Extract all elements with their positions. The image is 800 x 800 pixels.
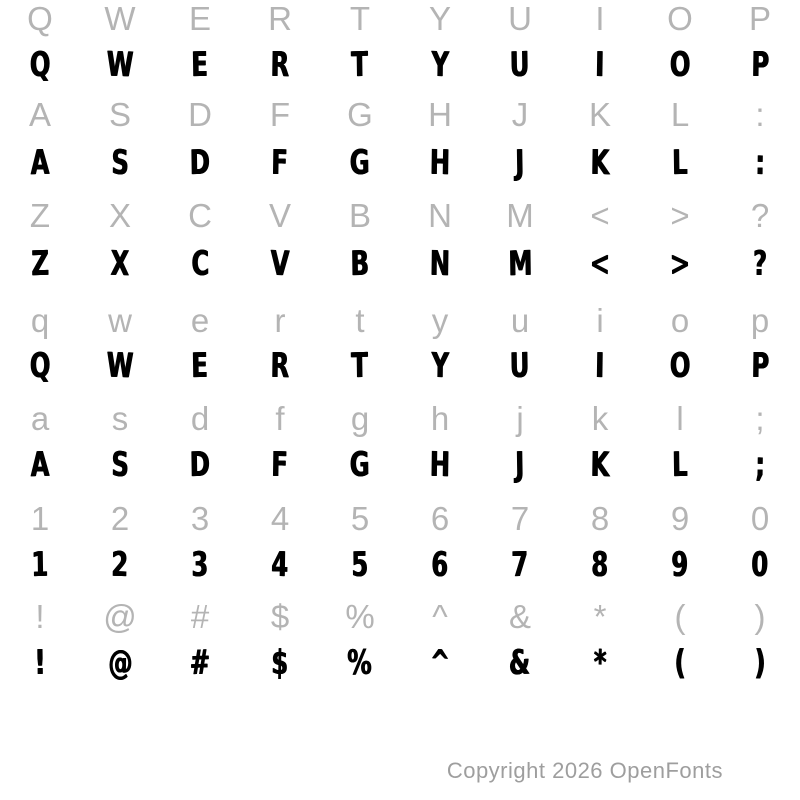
glyph-cell xyxy=(480,191,560,241)
glyph: a xyxy=(30,400,50,437)
glyph: A xyxy=(28,96,51,133)
glyph: W xyxy=(106,345,134,387)
glyph-cell xyxy=(560,638,640,688)
glyph-cell xyxy=(320,440,400,490)
glyph-cell xyxy=(400,191,480,241)
glyph: P xyxy=(748,0,771,37)
glyph-cell xyxy=(560,592,640,642)
glyph: R xyxy=(268,0,292,37)
glyph: 3 xyxy=(190,500,210,537)
glyph: p xyxy=(750,302,770,339)
glyph: e xyxy=(190,302,210,339)
glyph: 9 xyxy=(671,544,689,586)
glyph-cell xyxy=(0,138,80,188)
glyph: T xyxy=(351,44,369,86)
glyph-cell xyxy=(240,0,320,44)
glyph-cell xyxy=(80,296,160,346)
glyph-cell xyxy=(320,40,400,90)
glyph-cell xyxy=(0,394,80,444)
glyph: F xyxy=(271,444,289,486)
glyph-cell xyxy=(400,0,480,44)
glyph: ) xyxy=(754,598,766,635)
glyph-cell xyxy=(160,440,240,490)
specimen-glyph-row xyxy=(0,440,800,490)
reference-glyph-row xyxy=(0,90,800,140)
glyph: > xyxy=(670,197,690,234)
glyph-cell xyxy=(640,440,720,490)
glyph: 4 xyxy=(271,544,289,586)
glyph: O xyxy=(667,0,693,37)
glyph-cell xyxy=(400,341,480,391)
glyph: L xyxy=(670,96,690,133)
glyph: ^ xyxy=(429,642,451,684)
glyph: E xyxy=(191,345,209,387)
specimen-glyph-row xyxy=(0,540,800,590)
glyph-cell xyxy=(480,90,560,140)
glyph-cell xyxy=(0,239,80,289)
glyph: ^ xyxy=(432,598,448,635)
specimen-glyph-row xyxy=(0,40,800,90)
glyph: * xyxy=(593,643,607,683)
glyph-cell xyxy=(240,191,320,241)
glyph-cell xyxy=(320,638,400,688)
glyph-cell xyxy=(400,90,480,140)
glyph-cell xyxy=(240,638,320,688)
glyph-cell xyxy=(320,394,400,444)
glyph: Y xyxy=(430,345,450,387)
glyph-cell xyxy=(400,592,480,642)
glyph: K xyxy=(590,142,610,184)
glyph-cell xyxy=(240,239,320,289)
glyph-cell xyxy=(320,90,400,140)
glyph: B xyxy=(350,243,370,285)
glyph-cell xyxy=(320,540,400,590)
glyph: 5 xyxy=(350,500,370,537)
glyph-cell xyxy=(640,494,720,544)
glyph: S xyxy=(110,142,129,184)
glyph-cell xyxy=(480,239,560,289)
glyph: S xyxy=(110,444,129,486)
glyph-cell xyxy=(480,494,560,544)
glyph-cell xyxy=(160,394,240,444)
glyph-cell xyxy=(720,592,800,642)
glyph-cell xyxy=(640,540,720,590)
glyph: k xyxy=(591,400,609,437)
glyph-cell xyxy=(0,40,80,90)
glyph: 5 xyxy=(351,544,369,586)
glyph: @ xyxy=(107,642,133,684)
glyph: Q xyxy=(29,44,51,86)
glyph: ? xyxy=(752,243,768,285)
glyph: ( xyxy=(674,643,686,683)
glyph-cell xyxy=(0,90,80,140)
glyph: & xyxy=(509,642,531,684)
glyph: # xyxy=(190,598,210,635)
glyph-cell xyxy=(720,296,800,346)
glyph: < xyxy=(590,197,610,234)
glyph: : xyxy=(754,143,766,183)
glyph: 0 xyxy=(750,500,770,537)
glyph-cell xyxy=(0,494,80,544)
glyph: V xyxy=(268,197,291,234)
glyph-cell xyxy=(720,394,800,444)
glyph-cell xyxy=(560,191,640,241)
glyph: r xyxy=(274,302,286,339)
glyph: j xyxy=(516,400,524,437)
glyph-cell xyxy=(400,138,480,188)
glyph-cell xyxy=(240,494,320,544)
glyph: 0 xyxy=(751,544,769,586)
glyph-cell xyxy=(560,239,640,289)
glyph: H xyxy=(428,96,452,133)
glyph-cell xyxy=(80,341,160,391)
glyph: U xyxy=(508,0,532,37)
glyph: o xyxy=(670,302,690,339)
glyph: O xyxy=(669,345,691,387)
glyph-cell xyxy=(80,0,160,44)
glyph-cell xyxy=(720,440,800,490)
glyph-cell xyxy=(320,191,400,241)
glyph-cell xyxy=(640,0,720,44)
glyph: 7 xyxy=(510,500,530,537)
glyph: X xyxy=(108,197,131,234)
glyph-cell xyxy=(240,592,320,642)
glyph-cell xyxy=(0,191,80,241)
glyph-cell xyxy=(640,90,720,140)
glyph: Q xyxy=(29,345,51,387)
glyph-cell xyxy=(400,40,480,90)
glyph-cell xyxy=(720,341,800,391)
glyph: I xyxy=(595,45,605,85)
glyph-cell xyxy=(80,494,160,544)
glyph: 1 xyxy=(30,500,50,537)
glyph-cell xyxy=(480,638,560,688)
glyph-cell xyxy=(240,394,320,444)
glyph: A xyxy=(30,142,50,184)
glyph-cell xyxy=(160,239,240,289)
glyph: @ xyxy=(103,598,137,635)
glyph: N xyxy=(428,197,452,234)
glyph-cell xyxy=(80,540,160,590)
glyph: ? xyxy=(750,197,770,234)
glyph: ! xyxy=(34,643,46,683)
glyph: G xyxy=(347,96,373,133)
glyph: N xyxy=(429,243,451,285)
glyph-cell xyxy=(560,394,640,444)
glyph-cell xyxy=(720,540,800,590)
glyph: B xyxy=(348,197,371,234)
glyph-cell xyxy=(640,138,720,188)
glyph-cell xyxy=(560,138,640,188)
glyph: K xyxy=(590,444,610,486)
glyph: M xyxy=(506,197,534,234)
glyph-cell xyxy=(160,592,240,642)
glyph: R xyxy=(270,44,290,86)
glyph-cell xyxy=(160,494,240,544)
glyph: : xyxy=(755,96,765,133)
glyph-cell xyxy=(720,40,800,90)
glyph-cell xyxy=(240,40,320,90)
glyph-cell xyxy=(560,0,640,44)
reference-glyph-row xyxy=(0,592,800,642)
glyph: 4 xyxy=(270,500,290,537)
glyph-cell xyxy=(0,296,80,346)
glyph: l xyxy=(676,400,684,437)
glyph-cell xyxy=(480,394,560,444)
glyph: Q xyxy=(27,0,53,37)
glyph-cell xyxy=(720,494,800,544)
glyph: 8 xyxy=(590,500,610,537)
glyph-cell xyxy=(640,296,720,346)
glyph: L xyxy=(671,142,688,184)
glyph: Z xyxy=(29,197,51,234)
glyph-cell xyxy=(560,494,640,544)
glyph: 8 xyxy=(591,544,609,586)
glyph: * xyxy=(593,598,607,635)
glyph-cell xyxy=(640,592,720,642)
glyph-cell xyxy=(80,138,160,188)
glyph: U xyxy=(509,345,531,387)
glyph: S xyxy=(108,96,131,133)
glyph: J xyxy=(515,143,525,183)
glyph-cell xyxy=(640,239,720,289)
glyph: D xyxy=(189,444,211,486)
glyph-cell xyxy=(320,494,400,544)
glyph: U xyxy=(509,44,531,86)
glyph: C xyxy=(188,197,212,234)
glyph-cell xyxy=(160,296,240,346)
glyph-cell xyxy=(560,90,640,140)
glyph-cell xyxy=(640,40,720,90)
glyph: h xyxy=(430,400,450,437)
glyph: y xyxy=(431,302,449,339)
glyph-cell xyxy=(320,592,400,642)
glyph-cell xyxy=(640,341,720,391)
glyph-cell xyxy=(400,540,480,590)
glyph: 1 xyxy=(31,544,49,586)
glyph: W xyxy=(104,0,136,37)
glyph: g xyxy=(350,400,370,437)
glyph-cell xyxy=(160,341,240,391)
glyph-cell xyxy=(480,296,560,346)
glyph-cell xyxy=(480,341,560,391)
glyph-cell xyxy=(0,440,80,490)
reference-glyph-row xyxy=(0,296,800,346)
glyph: 2 xyxy=(110,500,130,537)
glyph-cell xyxy=(80,191,160,241)
glyph: T xyxy=(349,0,371,37)
glyph: d xyxy=(190,400,210,437)
reference-glyph-row xyxy=(0,494,800,544)
glyph-cell xyxy=(0,638,80,688)
glyph: G xyxy=(349,444,371,486)
glyph: R xyxy=(270,345,290,387)
specimen-glyph-row xyxy=(0,341,800,391)
glyph: ; xyxy=(755,400,765,437)
glyph: I xyxy=(595,0,605,37)
glyph: # xyxy=(189,642,211,684)
glyph: 6 xyxy=(430,500,450,537)
glyph-cell xyxy=(560,341,640,391)
glyph-cell xyxy=(720,239,800,289)
glyph-cell xyxy=(640,394,720,444)
glyph: T xyxy=(351,345,369,387)
glyph: K xyxy=(588,96,611,133)
glyph: V xyxy=(270,243,290,285)
glyph-cell xyxy=(0,341,80,391)
glyph-cell xyxy=(240,341,320,391)
glyph-cell xyxy=(320,341,400,391)
glyph: $ xyxy=(270,598,290,635)
glyph-cell xyxy=(480,592,560,642)
glyph-cell xyxy=(160,90,240,140)
glyph-cell xyxy=(320,239,400,289)
glyph-cell xyxy=(80,394,160,444)
glyph: W xyxy=(106,44,134,86)
glyph: I xyxy=(595,346,605,386)
glyph-cell xyxy=(160,638,240,688)
glyph: Y xyxy=(428,0,451,37)
glyph: % xyxy=(347,642,373,684)
glyph: ; xyxy=(754,445,766,485)
glyph-cell xyxy=(80,440,160,490)
glyph-cell xyxy=(720,138,800,188)
glyph: J xyxy=(511,96,529,133)
glyph-cell xyxy=(480,0,560,44)
glyph-cell xyxy=(240,296,320,346)
glyph: w xyxy=(108,302,132,339)
glyph-cell xyxy=(560,440,640,490)
glyph-cell xyxy=(80,592,160,642)
glyph: H xyxy=(429,142,451,184)
glyph: X xyxy=(110,243,130,285)
glyph: f xyxy=(275,400,285,437)
glyph-cell xyxy=(160,138,240,188)
glyph: 2 xyxy=(111,544,129,586)
glyph-cell xyxy=(240,90,320,140)
reference-glyph-row xyxy=(0,0,800,44)
glyph-cell xyxy=(240,540,320,590)
glyph: ) xyxy=(754,643,766,683)
glyph-cell xyxy=(720,638,800,688)
glyph: D xyxy=(189,142,211,184)
glyph: L xyxy=(671,444,688,486)
glyph: > xyxy=(669,243,691,285)
glyph: $ xyxy=(271,642,289,684)
glyph-cell xyxy=(0,0,80,44)
glyph: A xyxy=(30,444,50,486)
glyph: % xyxy=(345,598,375,635)
glyph: F xyxy=(271,142,289,184)
glyph-cell xyxy=(400,296,480,346)
glyph-cell xyxy=(240,138,320,188)
glyph-cell xyxy=(320,296,400,346)
glyph-cell xyxy=(400,440,480,490)
glyph-cell xyxy=(160,540,240,590)
glyph-cell xyxy=(0,592,80,642)
glyph-cell xyxy=(480,40,560,90)
glyph: 6 xyxy=(431,544,449,586)
glyph: O xyxy=(669,44,691,86)
glyph-cell xyxy=(80,638,160,688)
glyph-cell xyxy=(480,540,560,590)
specimen-glyph-row xyxy=(0,638,800,688)
glyph: 9 xyxy=(670,500,690,537)
glyph: t xyxy=(355,302,365,339)
specimen-glyph-row xyxy=(0,239,800,289)
glyph: G xyxy=(349,142,371,184)
glyph-cell xyxy=(560,40,640,90)
glyph-cell xyxy=(80,40,160,90)
glyph: P xyxy=(750,44,770,86)
glyph: i xyxy=(596,302,604,339)
glyph-cell xyxy=(400,394,480,444)
glyph-cell xyxy=(480,138,560,188)
glyph: J xyxy=(515,445,525,485)
glyph: q xyxy=(30,302,50,339)
glyph: < xyxy=(589,243,611,285)
glyph: ! xyxy=(35,598,45,635)
glyph-cell xyxy=(720,0,800,44)
reference-glyph-row xyxy=(0,191,800,241)
glyph-cell xyxy=(0,540,80,590)
glyph-cell xyxy=(480,440,560,490)
glyph: s xyxy=(111,400,129,437)
copyright-text: Copyright 2026 OpenFonts xyxy=(446,758,723,783)
glyph: F xyxy=(269,96,291,133)
glyph-cell xyxy=(640,638,720,688)
glyph: & xyxy=(508,598,531,635)
glyph: C xyxy=(190,243,210,285)
glyph-cell xyxy=(560,540,640,590)
glyph-cell xyxy=(160,40,240,90)
glyph-cell xyxy=(720,191,800,241)
glyph: 3 xyxy=(191,544,209,586)
glyph-cell xyxy=(80,90,160,140)
specimen-glyph-row xyxy=(0,138,800,188)
glyph: Y xyxy=(430,44,450,86)
glyph-cell xyxy=(160,191,240,241)
glyph-cell xyxy=(400,239,480,289)
glyph-cell xyxy=(320,138,400,188)
glyph-cell xyxy=(560,296,640,346)
glyph-cell xyxy=(720,90,800,140)
glyph: ( xyxy=(674,598,686,635)
glyph-cell xyxy=(400,638,480,688)
glyph-cell xyxy=(240,440,320,490)
glyph: E xyxy=(188,0,211,37)
glyph: u xyxy=(510,302,530,339)
glyph: 7 xyxy=(511,544,529,586)
glyph-cell xyxy=(320,0,400,44)
glyph: Z xyxy=(30,243,50,285)
glyph: P xyxy=(750,345,770,387)
glyph-cell xyxy=(400,494,480,544)
reference-glyph-row xyxy=(0,394,800,444)
glyph: E xyxy=(191,44,209,86)
glyph: M xyxy=(507,243,533,285)
glyph: D xyxy=(188,96,212,133)
glyph-cell xyxy=(80,239,160,289)
glyph-cell xyxy=(160,0,240,44)
glyph: H xyxy=(429,444,451,486)
glyph-cell xyxy=(640,191,720,241)
